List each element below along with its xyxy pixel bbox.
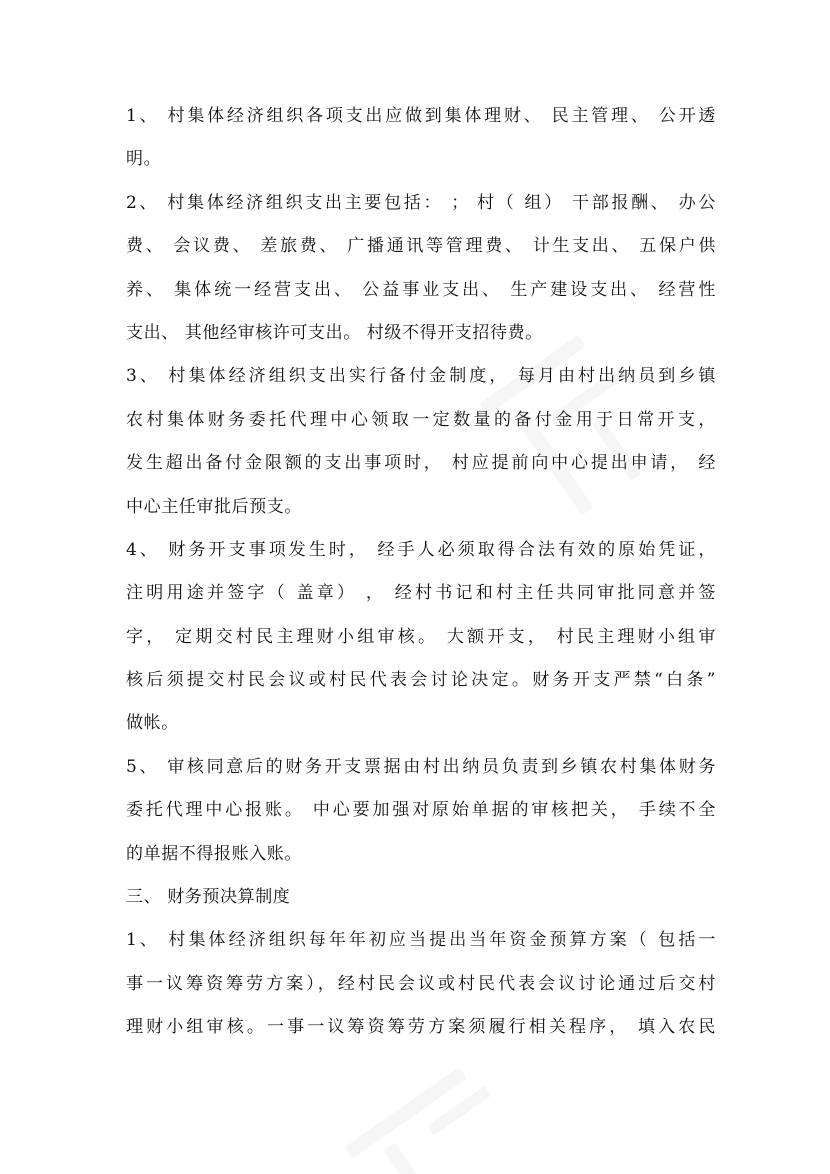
text-line: 字， 定期交村民主理财小组审核。 大额开支， 村民主理财小组审: [126, 626, 716, 647]
text-line: 支出、 其他经审核许可支出。 村级不得开支招待费。: [126, 322, 543, 343]
text-line: 明。: [126, 149, 162, 170]
text-line: 的单据不得报账入账。: [126, 843, 302, 864]
document-body: [126, 106, 716, 1061]
text-line: 4、 财务开支事项发生时， 经手人必须取得合法有效的原始凭证，: [126, 539, 716, 560]
text-line: 费、 会议费、 差旅费、 广播通讯等管理费、 计生支出、 五保户供: [126, 236, 716, 257]
text-line: 2、 村集体经济组织支出主要包括： ； 村（ 组） 干部报酬、 办公: [126, 192, 716, 213]
text-line: 1、 村集体经济组织每年年初应当提出当年资金预算方案（ 包括一: [126, 930, 716, 951]
text-line: 中心主任审批后预支。: [126, 496, 302, 517]
text-line: 委托代理中心报账。 中心要加强对原始单据的审核把关， 手续不全: [126, 800, 716, 821]
text-line: 发生超出备付金限额的支出事项时， 村应提前向中心提出申请， 经: [126, 453, 716, 474]
text-line: 注明用途并签字（ 盖章） ， 经村书记和村主任共同审批同意并签: [126, 583, 716, 604]
text-line: 养、 集体统一经营支出、 公益事业支出、 生产建设支出、 经营性: [126, 279, 716, 300]
text-line: 理财小组审核。一事一议筹资筹劳方案须履行相关程序， 填入农民: [126, 1017, 716, 1038]
text-line: 做帐。: [126, 713, 179, 734]
text-line: 5、 审核同意后的财务开支票据由村出纳员负责到乡镇农村集体财务: [126, 756, 716, 777]
text-line: 3、 村集体经济组织支出实行备付金制度， 每月由村出纳员到乡镇: [126, 366, 716, 387]
text-line: 农村集体财务委托代理中心领取一定数量的备付金用于日常开支，: [126, 409, 716, 430]
section-heading: 三、 财务预决算制度: [126, 887, 291, 908]
text-line: 1、 村集体经济组织各项支出应做到集体理财、 民主管理、 公开透: [126, 106, 716, 126]
text-line: 事一议筹资筹劳方案），经村民会议或村民代表会议讨论通过后交村: [126, 973, 716, 994]
text-line: 核后须提交村民会议或村民代表会讨论决定。财务开支严禁“白条”: [126, 670, 716, 691]
